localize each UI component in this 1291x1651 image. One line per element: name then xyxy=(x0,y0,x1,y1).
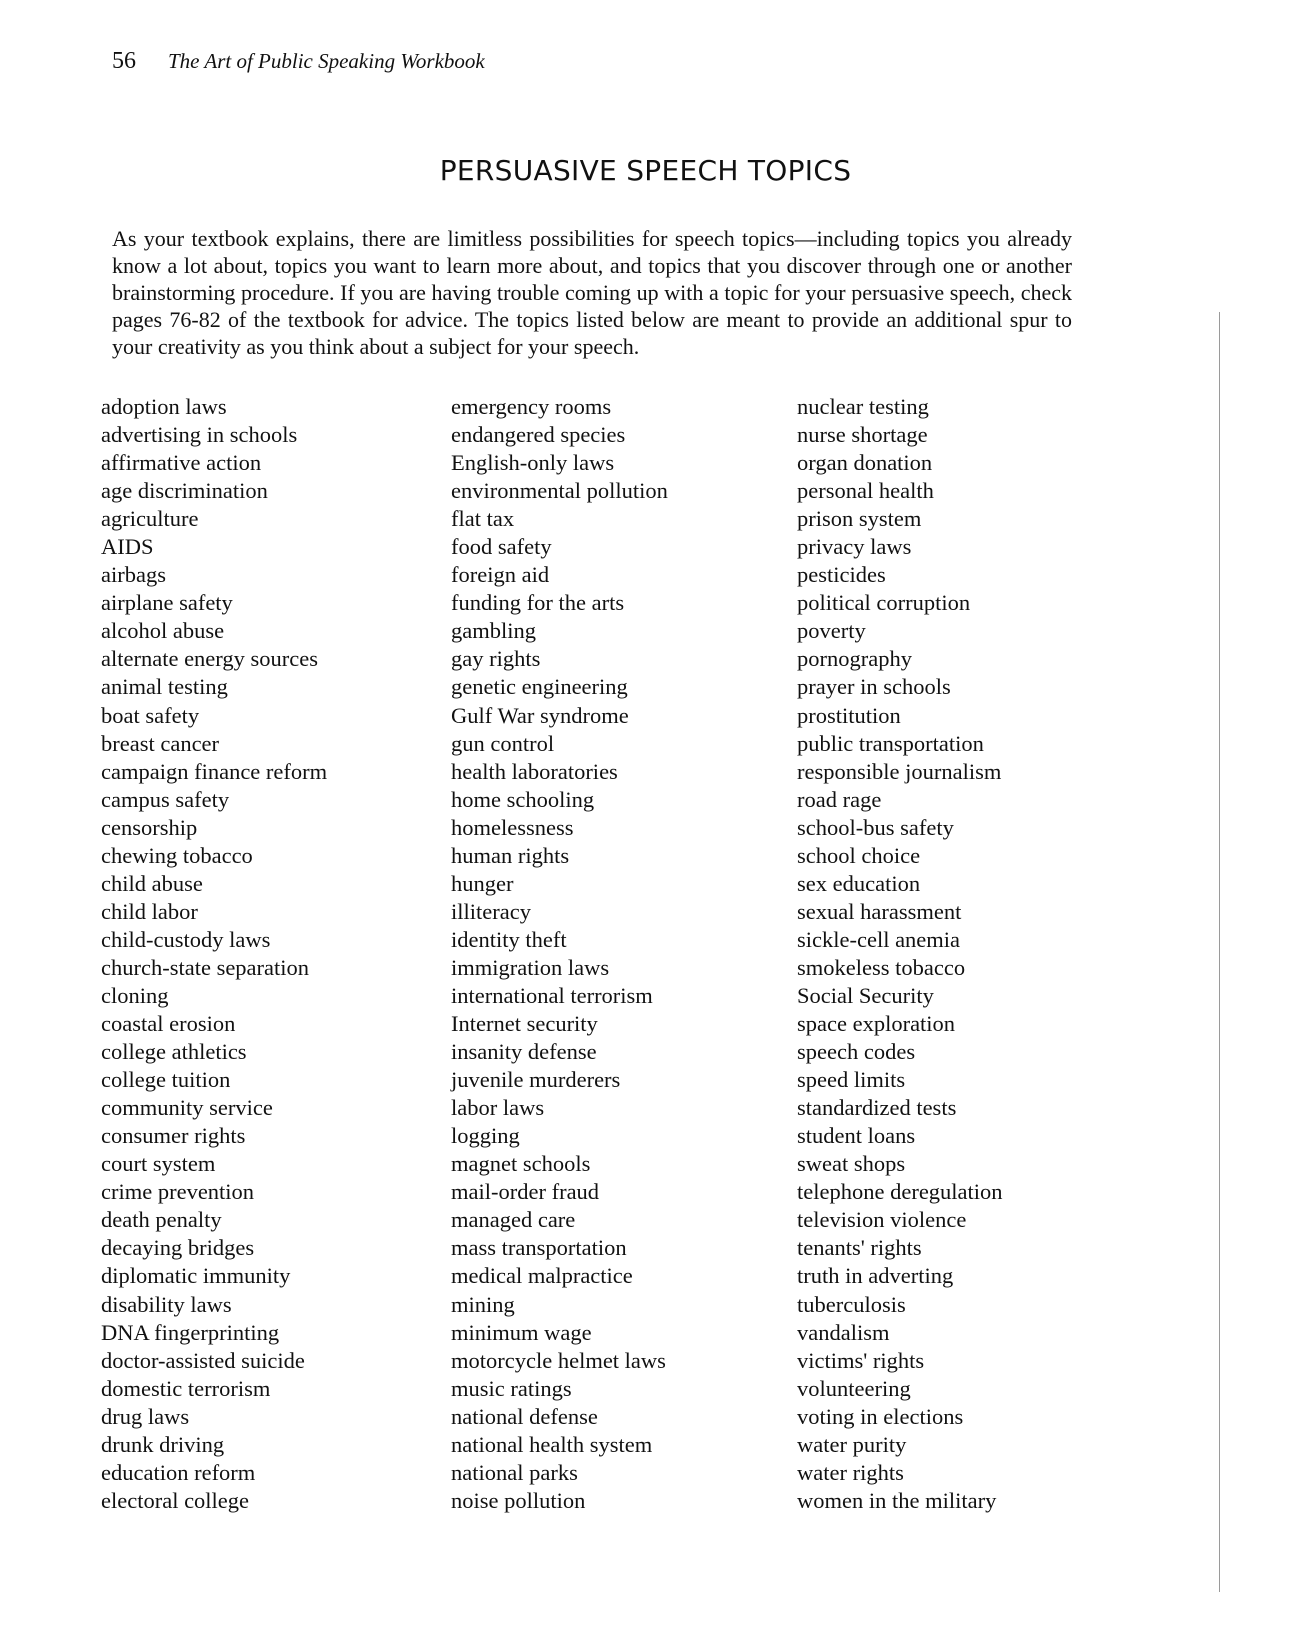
topic-item: diplomatic immunity xyxy=(101,1263,291,1289)
topic-item: juvenile murderers xyxy=(451,1067,621,1093)
topic-item: DNA fingerprinting xyxy=(101,1319,280,1345)
topic-item: water rights xyxy=(797,1459,904,1485)
topic-item: vandalism xyxy=(797,1319,890,1345)
topic-item: crime prevention xyxy=(101,1179,255,1205)
topic-item: illiteracy xyxy=(451,898,531,924)
topic-item: insanity defense xyxy=(451,1039,597,1065)
topic-item: English-only laws xyxy=(451,450,615,476)
topic-item: court system xyxy=(101,1151,216,1177)
topic-item: gun control xyxy=(451,730,555,756)
topic-item: privacy laws xyxy=(797,534,912,560)
topic-item: college athletics xyxy=(101,1039,247,1065)
topic-item: Internet security xyxy=(451,1011,598,1037)
topic-item: motorcycle helmet laws xyxy=(451,1347,666,1373)
topic-item: cloning xyxy=(101,982,169,1008)
topic-item: organ donation xyxy=(797,450,933,476)
topic-item: campus safety xyxy=(101,786,230,812)
topic-item: standardized tests xyxy=(797,1095,957,1121)
topic-item: magnet schools xyxy=(451,1151,591,1177)
topic-item: women in the military xyxy=(797,1487,997,1513)
topic-item: church-state separation xyxy=(101,954,310,980)
topic-item: national health system xyxy=(451,1431,653,1457)
topic-item: education reform xyxy=(101,1459,256,1485)
topic-item: doctor-assisted suicide xyxy=(101,1347,305,1373)
topic-column-2 xyxy=(451,393,668,1515)
topic-item: homelessness xyxy=(451,814,574,840)
topic-item: identity theft xyxy=(451,926,567,952)
topic-column-3 xyxy=(797,393,1003,1515)
topic-item: campaign finance reform xyxy=(101,758,328,784)
topic-item: mining xyxy=(451,1291,515,1317)
topic-item: speed limits xyxy=(797,1067,906,1093)
topic-item: genetic engineering xyxy=(451,674,628,700)
topic-item: affirmative action xyxy=(101,450,262,476)
topic-item: tuberculosis xyxy=(797,1291,906,1317)
topic-item: airbags xyxy=(101,562,166,588)
topic-item: age discrimination xyxy=(101,478,268,504)
topic-item: adoption laws xyxy=(101,394,227,419)
intro-paragraph: As your textbook explains, there are limitless possibilities for speech topics—including topics you already know a lot about, topics you want to learn more about, and topics that you discover through one or another brainstorming procedure. If you are having trouble coming up with a topic for your persuasive speech, check pages 76-82 of the textbook for advice. The topics listed below are meant to provide an additional spur to your creativity as you think about a subject for your speech. xyxy=(112,226,1072,359)
topic-item: minimum wage xyxy=(451,1319,592,1345)
topic-item: food safety xyxy=(451,534,552,560)
topic-item: emergency rooms xyxy=(451,394,612,419)
margin-rule xyxy=(1219,312,1220,1592)
topic-column-1 xyxy=(101,393,327,1515)
topic-item: coastal erosion xyxy=(101,1011,236,1037)
topic-item: road rage xyxy=(797,786,882,812)
topic-item: animal testing xyxy=(101,674,228,700)
topic-item: school choice xyxy=(797,842,921,868)
topic-item: school-bus safety xyxy=(797,814,954,840)
topic-item: Social Security xyxy=(797,982,934,1008)
topic-item: personal health xyxy=(797,478,934,504)
topic-item: funding for the arts xyxy=(451,590,625,616)
topic-item: decaying bridges xyxy=(101,1235,255,1261)
topic-item: national defense xyxy=(451,1403,598,1429)
topic-item: sexual harassment xyxy=(797,898,962,924)
topic-item: pornography xyxy=(797,646,912,672)
topic-item: boat safety xyxy=(101,702,200,728)
topic-item: endangered species xyxy=(451,422,626,448)
topic-item: water purity xyxy=(797,1431,907,1457)
topic-item: drunk driving xyxy=(101,1431,225,1457)
topic-item: prison system xyxy=(797,506,922,532)
topic-item: international terrorism xyxy=(451,982,653,1008)
topic-item: gambling xyxy=(451,618,536,644)
topic-item: immigration laws xyxy=(451,954,610,980)
topic-item: labor laws xyxy=(451,1095,545,1121)
topic-item: child labor xyxy=(101,898,198,924)
topic-item: child-custody laws xyxy=(101,926,271,952)
topic-item: child abuse xyxy=(101,870,203,896)
topic-item: Gulf War syndrome xyxy=(451,702,629,728)
topic-item: community service xyxy=(101,1095,273,1121)
topic-item: managed care xyxy=(451,1207,576,1233)
topic-item: television violence xyxy=(797,1207,967,1233)
topic-item: prayer in schools xyxy=(797,674,951,700)
topic-item: victims' rights xyxy=(797,1347,925,1373)
topic-item: telephone deregulation xyxy=(797,1179,1003,1205)
topic-item: human rights xyxy=(451,842,570,868)
topic-item: consumer rights xyxy=(101,1123,246,1149)
topic-item: space exploration xyxy=(797,1011,956,1037)
topic-item: mass transportation xyxy=(451,1235,627,1261)
topic-item: sweat shops xyxy=(797,1151,906,1177)
topic-item: censorship xyxy=(101,814,198,840)
topic-item: health laboratories xyxy=(451,758,618,784)
topic-item: nurse shortage xyxy=(797,422,928,448)
topic-item: sex education xyxy=(797,870,921,896)
topic-item: AIDS xyxy=(101,534,154,560)
topic-item: mail-order fraud xyxy=(451,1179,600,1205)
topic-item: truth in adverting xyxy=(797,1263,954,1289)
topic-item: foreign aid xyxy=(451,562,550,588)
topic-item: hunger xyxy=(451,870,514,896)
topic-item: disability laws xyxy=(101,1291,232,1317)
topic-item: tenants' rights xyxy=(797,1235,922,1261)
topic-item: speech codes xyxy=(797,1039,916,1065)
topic-item: national parks xyxy=(451,1459,578,1485)
topic-item: drug laws xyxy=(101,1403,190,1429)
topic-item: volunteering xyxy=(797,1375,911,1401)
topic-item: student loans xyxy=(797,1123,916,1149)
topic-item: death penalty xyxy=(101,1207,222,1233)
topic-item: alcohol abuse xyxy=(101,618,225,644)
topic-item: smokeless tobacco xyxy=(797,954,966,980)
topic-item: airplane safety xyxy=(101,590,233,616)
topic-item: voting in elections xyxy=(797,1403,964,1429)
topic-item: breast cancer xyxy=(101,730,220,756)
topic-item: home schooling xyxy=(451,786,595,812)
topic-item: poverty xyxy=(797,618,866,644)
topic-item: advertising in schools xyxy=(101,422,298,448)
topic-item: college tuition xyxy=(101,1067,231,1093)
topic-item: responsible journalism xyxy=(797,758,1002,784)
topic-item: gay rights xyxy=(451,646,541,672)
topic-item: domestic terrorism xyxy=(101,1375,271,1401)
topic-item: pesticides xyxy=(797,562,886,588)
topic-item: prostitution xyxy=(797,702,901,728)
running-header xyxy=(112,48,485,75)
topic-item: environmental pollution xyxy=(451,478,668,504)
topic-item: sickle-cell anemia xyxy=(797,926,961,952)
topic-item: medical malpractice xyxy=(451,1263,633,1289)
book-title: The Art of Public Speaking Workbook xyxy=(168,49,485,73)
topic-item: electoral college xyxy=(101,1487,250,1513)
topic-item: chewing tobacco xyxy=(101,842,253,868)
topic-item: alternate energy sources xyxy=(101,646,318,672)
topic-item: music ratings xyxy=(451,1375,572,1401)
topic-item: public transportation xyxy=(797,730,984,756)
topic-item: nuclear testing xyxy=(797,394,929,419)
page-title: PERSUASIVE SPEECH TOPICS xyxy=(439,154,852,187)
page-number: 56 xyxy=(112,48,136,74)
topic-item: flat tax xyxy=(451,506,515,532)
topic-item: agriculture xyxy=(101,506,199,532)
topic-item: noise pollution xyxy=(451,1487,586,1513)
topic-item: political corruption xyxy=(797,590,971,616)
topic-item: logging xyxy=(451,1123,520,1149)
